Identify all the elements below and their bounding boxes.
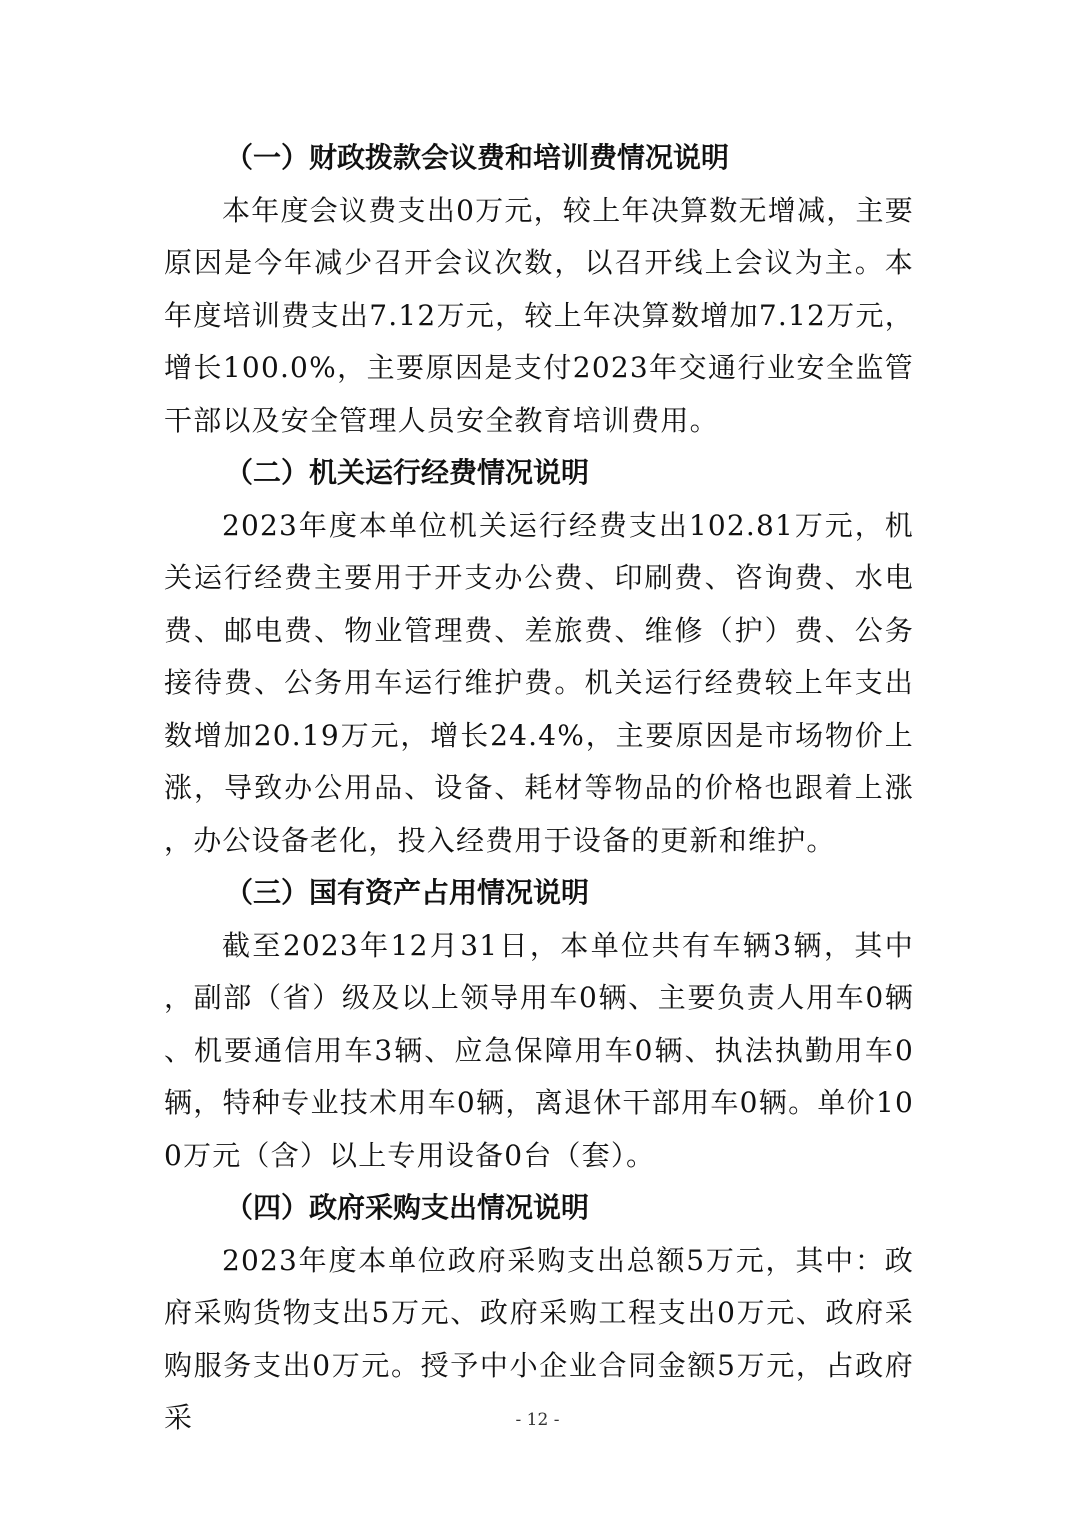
section-paragraph: 2023年度本单位机关运行经费支出102.81万元，机关运行经费主要用于开支办公费、印刷费、咨询费、水电费、邮电费、物业管理费、差旅费、维修（护）费、公务接待费、公务用车运行维护费。机关运行经费较上年支出数增加20.19万元，增长24.4%，主要原因是市场物价上涨，导致办公用品、设备、耗材等物品的价格也跟着上涨，办公设备老化，投入经费用于设备的更新和维护。 xyxy=(164,508,914,857)
document-page xyxy=(164,132,914,1445)
section-paragraph: 截至2023年12月31日，本单位共有车辆3辆，其中，副部（省）级及以上领导用车0辆、主要负责人用车0辆、机要通信用车3辆、应急保障用车0辆、执法执勤用车0辆，特种专业技术用车0辆，离退休干部用车0辆。单价100万元（含）以上专用设备0台（套）。 xyxy=(164,928,914,1172)
section-government-procurement xyxy=(164,1182,914,1445)
section-operating-expenses xyxy=(164,447,914,867)
section-state-assets xyxy=(164,867,914,1182)
section-heading: （一）财政拨款会议费和培训费情况说明 xyxy=(225,141,730,174)
section-paragraph: 本年度会议费支出0万元，较上年决算数无增减，主要原因是今年减少召开会议次数，以召开线上会议为主。本年度培训费支出7.12万元，较上年决算数增加7.12万元，增长100.0%，主要原因是支付2023年交通行业安全监管干部以及安全管理人员安全教育培训费用。 xyxy=(164,193,914,437)
section-heading: （三）国有资产占用情况说明 xyxy=(225,876,590,909)
page-number: - 12 - xyxy=(515,1410,560,1430)
section-heading: （二）机关运行经费情况说明 xyxy=(225,456,590,489)
section-paragraph: 2023年度本单位政府采购支出总额5万元，其中：政府采购货物支出5万元、政府采购工程支出0万元、政府采购服务支出0万元。授予中小企业合同金额5万元，占政府采 xyxy=(164,1243,914,1434)
section-heading: （四）政府采购支出情况说明 xyxy=(225,1191,590,1224)
section-meeting-training-fees xyxy=(164,132,914,447)
